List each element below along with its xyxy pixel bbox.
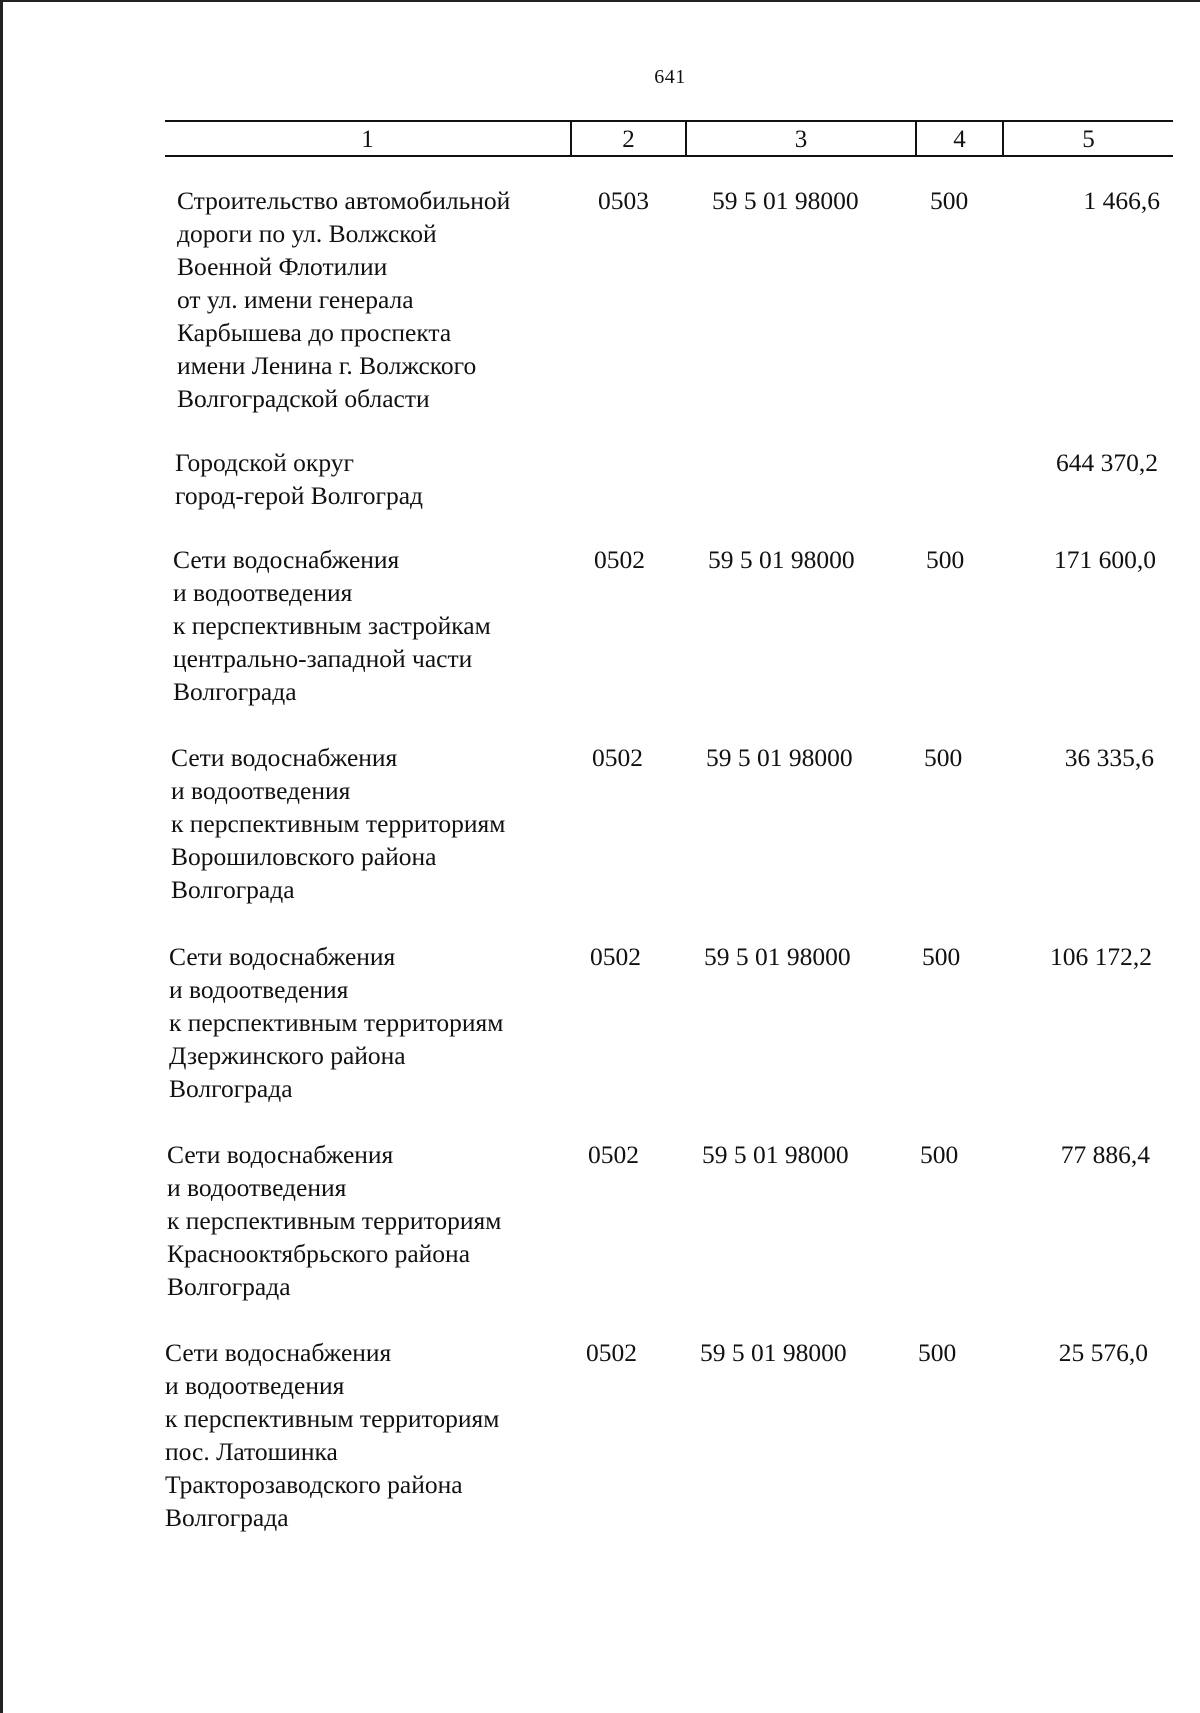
amount: 1 466,6 [1083,186,1160,215]
item-name-line: Карбышева до проспекта [177,318,452,347]
item-name [165,1336,565,1534]
item-name-line: Сети водоснабжения [173,545,400,574]
amount: 36 335,6 [1064,743,1154,772]
item-name-line: и водоотведения [167,1173,347,1202]
target-article: 59 5 01 98000 [712,186,859,215]
header-bottom-rule [165,155,1173,157]
item-name-line: к перспективным территориям [169,1008,504,1037]
item-name-line: пос. Латошинка [165,1437,338,1466]
header-top-rule [165,120,1173,122]
item-name-line: Военной Флотилии [177,252,388,281]
item-name-line: Волгоградской области [177,384,430,413]
item-name-line: Краснооктябрьского района [167,1239,471,1268]
amount: 106 172,2 [1050,942,1152,971]
item-name-line: и водоотведения [169,975,349,1004]
item-name [171,741,571,906]
section-code: 0502 [594,545,645,574]
item-name-line: Волгограда [169,1074,293,1103]
item-name-line: Сети водоснабжения [165,1338,392,1367]
item-name-line: Ворошиловского района [171,842,437,871]
section-code: 0502 [586,1338,637,1367]
expense-type: 500 [920,1140,959,1169]
scan-border-left [0,0,3,1713]
item-name-line: и водоотведения [171,776,351,805]
item-name-line: Городской округ [175,448,354,477]
target-article: 59 5 01 98000 [704,942,851,971]
item-name-line: к перспективным территориям [171,809,506,838]
item-name-line: к перспективным территориям [165,1404,500,1433]
item-name [175,446,575,512]
amount: 77 886,4 [1060,1140,1150,1169]
item-name-line: Сети водоснабжения [169,942,396,971]
item-name-line: Волгограда [167,1272,291,1301]
table-header [165,120,1173,156]
section-code: 0503 [598,186,649,215]
section-code: 0502 [592,743,643,772]
scan-border-top [0,0,1200,2]
expense-type: 500 [930,186,969,215]
item-name [173,543,573,708]
item-name-line: к перспективным территориям [167,1206,502,1235]
header-col-4: 4 [953,126,966,153]
expense-type: 500 [924,743,963,772]
item-name-line: к перспективным застройкам [173,611,491,640]
item-name-line: и водоотведения [173,578,353,607]
item-name-line: Сети водоснабжения [167,1140,394,1169]
header-col-1: 1 [361,126,374,153]
section-code: 0502 [588,1140,639,1169]
item-name [177,184,577,415]
item-name-line: город-герой Волгоград [175,481,423,510]
page-number: 641 [654,66,686,88]
item-name-line: Дзержинского района [169,1041,406,1070]
target-article: 59 5 01 98000 [702,1140,849,1169]
item-name-line: и водоотведения [165,1371,345,1400]
item-name-line: дороги по ул. Волжской [177,219,437,248]
amount: 644 370,2 [1056,448,1158,477]
item-name-line: Волгограда [173,677,297,706]
item-name-line: имени Ленина г. Волжского [177,351,477,380]
amount: 171 600,0 [1054,545,1156,574]
target-article: 59 5 01 98000 [700,1338,847,1367]
item-name [169,940,569,1105]
item-name-line: Волгограда [165,1503,289,1532]
section-code: 0502 [590,942,641,971]
item-name-line: Сети водоснабжения [171,743,398,772]
expense-type: 500 [926,545,965,574]
expense-type: 500 [922,942,961,971]
item-name-line: Волгограда [171,875,295,904]
target-article: 59 5 01 98000 [706,743,853,772]
amount: 25 576,0 [1058,1338,1148,1367]
header-col-3: 3 [794,126,808,153]
target-article: 59 5 01 98000 [708,545,855,574]
item-name-line: от ул. имени генерала [177,285,414,314]
expense-type: 500 [918,1338,957,1367]
item-name [167,1138,567,1303]
header-col-5: 5 [1082,126,1095,153]
item-name-line: Строительство автомобильной [177,186,511,215]
item-name-line: Тракторозаводского района [165,1470,463,1499]
header-col-2: 2 [622,126,635,153]
item-name-line: центрально-западной части [173,644,473,673]
